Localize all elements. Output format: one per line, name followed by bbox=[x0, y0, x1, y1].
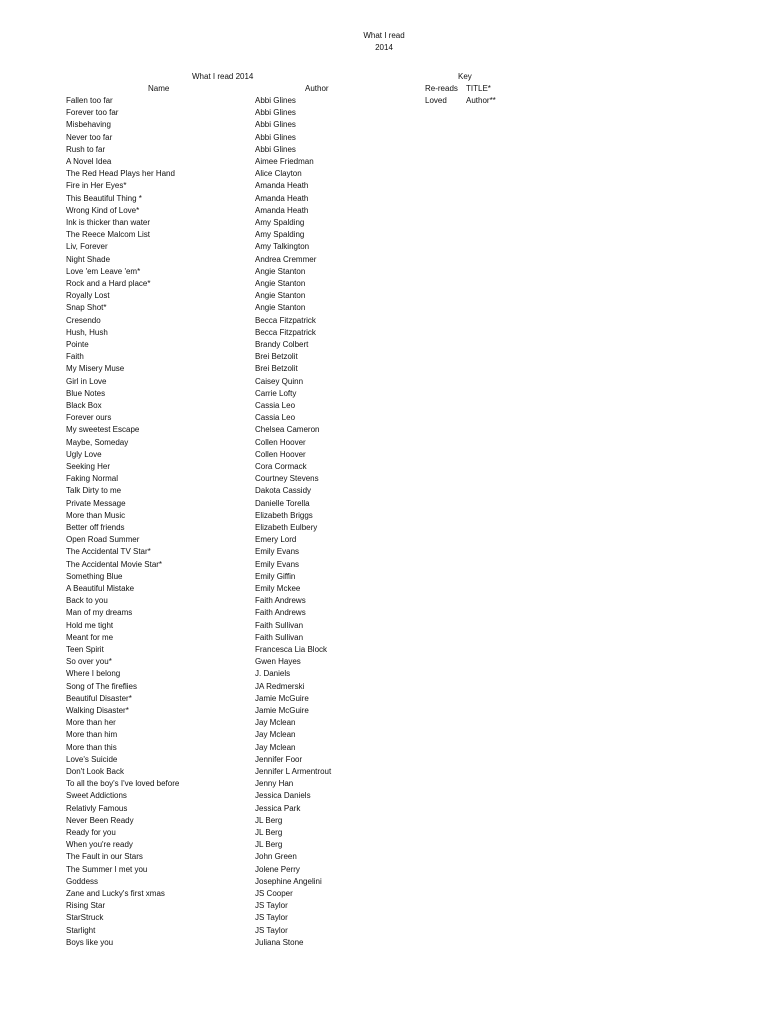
book-author: Dakota Cassidy bbox=[255, 486, 312, 496]
book-title: Starlight bbox=[66, 925, 96, 935]
table-row bbox=[0, 717, 768, 729]
table-row bbox=[0, 729, 768, 741]
book-title: This Beautiful Thing * bbox=[66, 193, 142, 203]
book-title: To all the boy's I've loved before bbox=[66, 779, 180, 789]
key-loved-label: Loved bbox=[425, 96, 447, 105]
book-title: Never Been Ready bbox=[66, 815, 134, 825]
book-author: Emily Evans bbox=[255, 559, 300, 569]
table-row bbox=[0, 168, 768, 180]
table-row bbox=[0, 583, 768, 595]
book-title: My Misery Muse bbox=[66, 364, 125, 374]
table-row bbox=[0, 156, 768, 168]
book-author: Emily Giffin bbox=[255, 571, 296, 581]
book-title: The Red Head Plays her Hand bbox=[66, 169, 175, 179]
book-title: The Fault in our Stars bbox=[66, 852, 143, 862]
table-row bbox=[0, 925, 768, 937]
book-title: Relativly Famous bbox=[66, 803, 128, 813]
book-title: My sweetest Escape bbox=[66, 425, 140, 435]
book-title: Forever ours bbox=[66, 413, 112, 423]
table-row bbox=[0, 107, 768, 119]
table-row bbox=[0, 632, 768, 644]
book-title: Ugly Love bbox=[66, 449, 102, 459]
book-author: JL Berg bbox=[255, 828, 283, 837]
table-row bbox=[0, 803, 768, 815]
book-author: Cora Cormack bbox=[255, 462, 307, 471]
book-author: Jay Mclean bbox=[255, 730, 296, 740]
book-author: Jessica Daniels bbox=[255, 791, 311, 801]
book-title: Where I belong bbox=[66, 669, 121, 679]
book-title: Snap Shot* bbox=[66, 303, 107, 313]
book-author: Aimee Friedman bbox=[255, 157, 314, 166]
book-author: Cassia Leo bbox=[255, 413, 296, 423]
table-row bbox=[0, 400, 768, 412]
book-title: Love's Suicide bbox=[66, 754, 118, 764]
table-row bbox=[0, 278, 768, 290]
book-author: Andrea Cremmer bbox=[255, 254, 317, 264]
book-title: Rising Star bbox=[66, 901, 106, 911]
table-row bbox=[0, 217, 768, 229]
book-author: Angie Stanton bbox=[255, 266, 306, 276]
book-title: Better off friends bbox=[66, 523, 125, 532]
book-author: Abbi Glines bbox=[255, 108, 296, 118]
book-author: Danielle Torella bbox=[255, 498, 310, 508]
book-title: Teen Spirit bbox=[66, 645, 104, 654]
table-row bbox=[0, 254, 768, 266]
book-author: Jay Mclean bbox=[255, 718, 296, 728]
table-row bbox=[0, 205, 768, 217]
book-title: Maybe, Someday bbox=[66, 437, 129, 447]
book-title: Love 'em Leave 'em* bbox=[66, 266, 141, 276]
book-title: A Beautiful Mistake bbox=[66, 584, 135, 593]
table-row bbox=[0, 888, 768, 900]
book-author: Angie Stanton bbox=[255, 291, 306, 301]
page-year: 2014 bbox=[375, 43, 393, 52]
book-author: Angie Stanton bbox=[255, 279, 306, 288]
book-author: Amy Spalding bbox=[255, 218, 305, 227]
table-row bbox=[0, 900, 768, 912]
book-author: Francesca Lia Block bbox=[255, 645, 328, 654]
book-title: Beautiful Disaster* bbox=[66, 693, 132, 703]
book-author: Amanda Heath bbox=[255, 205, 309, 215]
book-author: Juliana Stone bbox=[255, 937, 304, 947]
book-author: Emily Evans bbox=[255, 547, 300, 557]
table-row bbox=[0, 229, 768, 241]
table-row bbox=[0, 144, 768, 156]
book-author: Brei Betzolit bbox=[255, 352, 298, 362]
book-title: Song of The fireflies bbox=[66, 681, 138, 691]
table-row bbox=[0, 180, 768, 192]
table-row bbox=[0, 315, 768, 327]
book-author: Becca Fitzpatrick bbox=[255, 327, 316, 337]
book-author: Gwen Hayes bbox=[255, 657, 301, 667]
table-row bbox=[0, 327, 768, 339]
book-author: Brei Betzolit bbox=[255, 364, 298, 374]
book-author: JS Taylor bbox=[255, 913, 288, 923]
book-title: Don't Look Back bbox=[66, 767, 125, 776]
book-title: Cresendo bbox=[66, 315, 101, 325]
table-row bbox=[0, 522, 768, 534]
table-row bbox=[0, 193, 768, 205]
book-author: Abbi Glines bbox=[255, 144, 296, 154]
book-title: Girl in Love bbox=[66, 376, 107, 386]
book-author: J. Daniels bbox=[255, 669, 291, 679]
book-author: JS Taylor bbox=[255, 901, 288, 911]
table-row bbox=[0, 742, 768, 754]
table-row bbox=[0, 644, 768, 656]
table-row bbox=[0, 95, 768, 107]
book-author: Collen Hoover bbox=[255, 437, 306, 447]
book-title: Man of my dreams bbox=[66, 608, 133, 618]
table-row bbox=[0, 437, 768, 449]
book-author: Amy Talkington bbox=[255, 242, 310, 252]
book-author: Abbi Glines bbox=[255, 132, 296, 142]
table-row bbox=[0, 864, 768, 876]
table-row bbox=[0, 132, 768, 144]
book-title: Fallen too far bbox=[66, 96, 113, 105]
book-title: Open Road Summer bbox=[66, 535, 140, 545]
book-author: Caisey Quinn bbox=[255, 376, 304, 386]
table-row bbox=[0, 473, 768, 485]
table-row bbox=[0, 534, 768, 546]
table-row bbox=[0, 571, 768, 583]
table-caption: What I read 2014 bbox=[192, 72, 254, 81]
table-row bbox=[0, 290, 768, 302]
key-loved-marker: Author** bbox=[466, 96, 496, 105]
key-rereads-label: Re-reads bbox=[425, 84, 458, 93]
book-title: Never too far bbox=[66, 132, 113, 142]
table-row bbox=[0, 241, 768, 253]
book-author: Chelsea Cameron bbox=[255, 425, 320, 435]
book-title: Fire in Her Eyes* bbox=[66, 181, 127, 191]
book-author: Jennifer L Armentrout bbox=[255, 767, 332, 776]
table-row bbox=[0, 912, 768, 924]
book-author: Jenny Han bbox=[255, 779, 294, 789]
book-title: Black Box bbox=[66, 401, 102, 410]
table-row bbox=[0, 705, 768, 717]
book-title: A Novel Idea bbox=[66, 157, 112, 166]
book-title: Meant for me bbox=[66, 632, 114, 642]
table-row bbox=[0, 351, 768, 363]
book-author: Angie Stanton bbox=[255, 303, 306, 313]
book-title: Faith bbox=[66, 352, 84, 362]
table-row bbox=[0, 668, 768, 680]
book-author: Emery Lord bbox=[255, 535, 297, 545]
book-title: More than her bbox=[66, 718, 116, 728]
book-author: Amy Spalding bbox=[255, 230, 305, 240]
book-title: Night Shade bbox=[66, 254, 111, 264]
book-title: Hush, Hush bbox=[66, 327, 108, 337]
book-author: Faith Sullivan bbox=[255, 632, 304, 642]
book-title: Wrong Kind of Love* bbox=[66, 205, 140, 215]
table-row bbox=[0, 376, 768, 388]
book-title: The Summer I met you bbox=[66, 864, 148, 874]
book-title: Seeking Her bbox=[66, 462, 111, 471]
table-row bbox=[0, 656, 768, 668]
book-title: Something Blue bbox=[66, 571, 123, 581]
book-title: Ready for you bbox=[66, 828, 116, 837]
table-row bbox=[0, 485, 768, 497]
book-author: Jamie McGuire bbox=[255, 693, 309, 703]
book-author: Brandy Colbert bbox=[255, 340, 309, 349]
table-row bbox=[0, 607, 768, 619]
book-author: Jamie McGuire bbox=[255, 706, 309, 715]
book-author: Faith Andrews bbox=[255, 608, 306, 618]
book-author: Cassia Leo bbox=[255, 401, 296, 410]
key-rereads-marker: TITLE* bbox=[466, 84, 491, 93]
book-title: Rock and a Hard place* bbox=[66, 279, 151, 288]
book-author: Emily Mckee bbox=[255, 584, 301, 593]
book-title: Misbehaving bbox=[66, 120, 111, 130]
book-title: More than this bbox=[66, 742, 117, 752]
table-row bbox=[0, 693, 768, 705]
book-author: Elizabeth Eulbery bbox=[255, 523, 318, 532]
book-author: Josephine Angelini bbox=[255, 876, 322, 886]
table-row bbox=[0, 778, 768, 790]
book-author: JL Berg bbox=[255, 840, 283, 850]
book-title: More than him bbox=[66, 730, 118, 740]
book-title: Walking Disaster* bbox=[66, 706, 129, 715]
book-title: When you're ready bbox=[66, 840, 133, 850]
table-row bbox=[0, 937, 768, 949]
book-title: Back to you bbox=[66, 596, 108, 606]
table-row bbox=[0, 876, 768, 888]
book-title: Royally Lost bbox=[66, 291, 110, 301]
book-author: John Green bbox=[255, 852, 297, 862]
table-row bbox=[0, 754, 768, 766]
table-row bbox=[0, 461, 768, 473]
table-row bbox=[0, 681, 768, 693]
book-title: Zane and Lucky's first xmas bbox=[66, 889, 165, 898]
book-author: JL Berg bbox=[255, 815, 283, 825]
book-title: Faking Normal bbox=[66, 474, 119, 484]
book-title: The Accidental TV Star* bbox=[66, 547, 151, 557]
book-title: Sweet Addictions bbox=[66, 791, 127, 801]
book-author: Faith Andrews bbox=[255, 596, 306, 606]
table-row bbox=[0, 620, 768, 632]
table-row bbox=[0, 498, 768, 510]
table-row bbox=[0, 388, 768, 400]
table-row bbox=[0, 339, 768, 351]
book-author: Elizabeth Briggs bbox=[255, 510, 313, 520]
book-title: Ink is thicker than water bbox=[66, 218, 151, 227]
book-author: Amanda Heath bbox=[255, 181, 309, 191]
book-author: Abbi Glines bbox=[255, 96, 296, 105]
table-row bbox=[0, 790, 768, 802]
book-title: More than Music bbox=[66, 510, 126, 520]
table-row bbox=[0, 449, 768, 461]
book-author: Jessica Park bbox=[255, 803, 301, 813]
book-author: Carrie Lofty bbox=[255, 388, 297, 398]
table-row bbox=[0, 266, 768, 278]
author-column-header: Author bbox=[305, 84, 329, 93]
table-row bbox=[0, 851, 768, 863]
table-row bbox=[0, 302, 768, 314]
table-row bbox=[0, 363, 768, 375]
book-title: So over you* bbox=[66, 657, 112, 667]
table-row bbox=[0, 766, 768, 778]
book-author: Courtney Stevens bbox=[255, 474, 319, 484]
table-row bbox=[0, 424, 768, 436]
book-author: Becca Fitzpatrick bbox=[255, 315, 316, 325]
table-row bbox=[0, 815, 768, 827]
table-row bbox=[0, 559, 768, 571]
book-title: Rush to far bbox=[66, 144, 106, 154]
table-row bbox=[0, 546, 768, 558]
book-author: Jay Mclean bbox=[255, 742, 296, 752]
table-row bbox=[0, 839, 768, 851]
page-title: What I read bbox=[363, 31, 405, 40]
book-title: Goddess bbox=[66, 876, 99, 886]
book-title: Blue Notes bbox=[66, 388, 106, 398]
book-author: Faith Sullivan bbox=[255, 620, 304, 630]
table-row bbox=[0, 827, 768, 839]
book-title: Pointe bbox=[66, 340, 89, 349]
book-author: JS Cooper bbox=[255, 889, 293, 898]
book-author: Abbi Glines bbox=[255, 120, 296, 130]
table-row bbox=[0, 119, 768, 131]
key-title: Key bbox=[458, 72, 472, 81]
table-row bbox=[0, 595, 768, 607]
book-title: The Reece Malcom List bbox=[66, 230, 151, 240]
name-column-header: Name bbox=[148, 84, 170, 93]
book-title: Liv, Forever bbox=[66, 242, 108, 252]
book-author: JS Taylor bbox=[255, 925, 288, 935]
book-title: The Accidental Movie Star* bbox=[66, 559, 163, 569]
book-title: StarStruck bbox=[66, 913, 104, 923]
book-title: Private Message bbox=[66, 498, 126, 508]
book-author: Amanda Heath bbox=[255, 193, 309, 203]
book-title: Forever too far bbox=[66, 108, 119, 118]
table-row bbox=[0, 510, 768, 522]
book-author: Jolene Perry bbox=[255, 864, 300, 874]
book-author: JA Redmerski bbox=[255, 681, 305, 691]
book-title: Boys like you bbox=[66, 937, 114, 947]
book-author: Collen Hoover bbox=[255, 449, 306, 459]
table-row bbox=[0, 412, 768, 424]
book-title: Talk Dirty to me bbox=[66, 486, 122, 496]
book-author: Jennifer Foor bbox=[255, 754, 303, 764]
book-author: Alice Clayton bbox=[255, 169, 302, 179]
book-title: Hold me tight bbox=[66, 620, 114, 630]
